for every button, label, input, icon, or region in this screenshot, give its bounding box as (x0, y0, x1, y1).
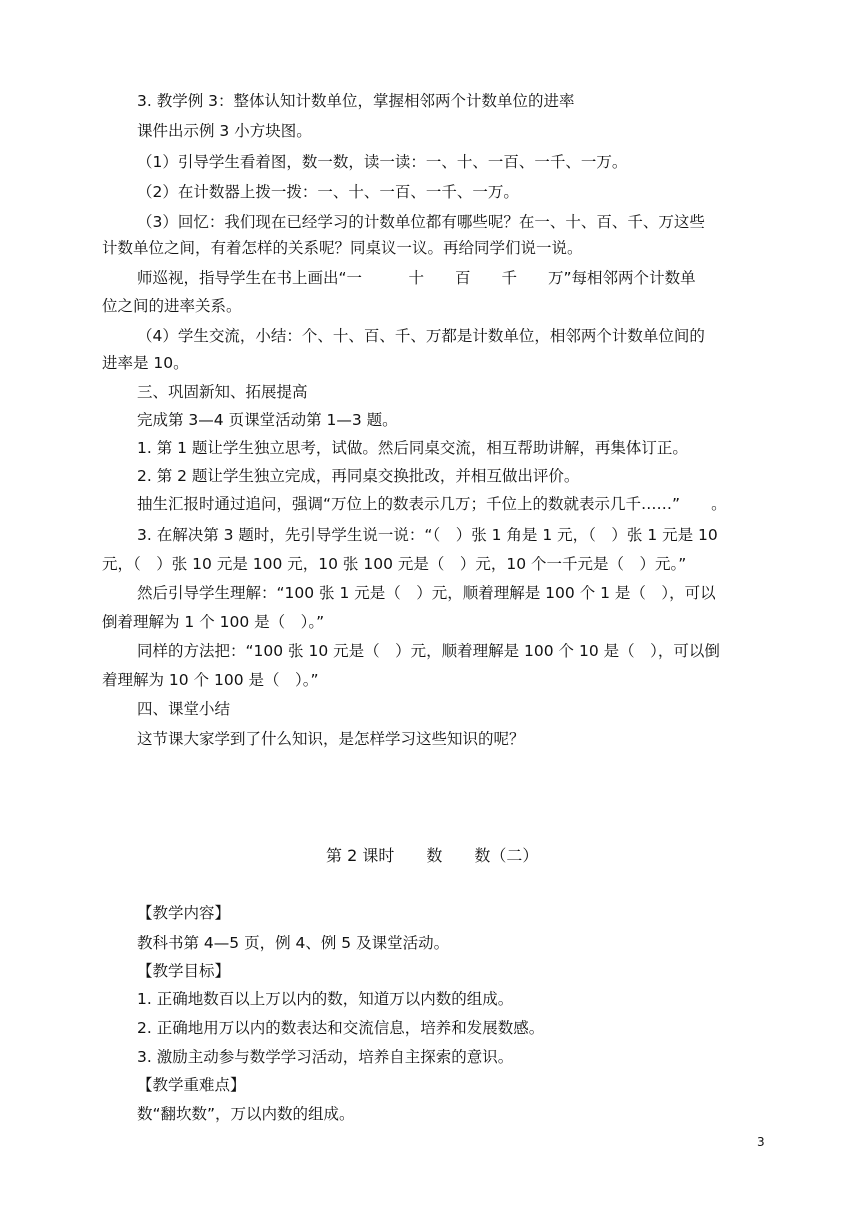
text-line: 同样的方法把：“100 张 10 元是（ ）元，顺着理解是 100 个 10 是（ ），可以倒 (137, 642, 720, 660)
text-line: 抽生汇报时通过追问，强调“万位上的数表示几万；千位上的数就表示几千……” 。 (137, 495, 727, 513)
text-line: 然后引导学生理解：“100 张 1 元是（ ）元，顺着理解是 100 个 1 是（ ），可以 (137, 584, 716, 602)
subheading: 【教学目标】 (137, 962, 231, 980)
text-line: 3. 在解决第 3 题时，先引导学生说一说：“（ ）张 1 角是 1 元，（ ）张 1 元是 10 (137, 526, 718, 544)
text-line: 教科书第 4—5 页，例 4、例 5 及课堂活动。 (137, 934, 450, 952)
text-line: （3）回忆：我们现在已经学习的计数单位都有哪些呢？在一、十、百、千、万这些 (137, 213, 705, 231)
text-line: 数“翻坎数”，万以内数的组成。 (137, 1105, 355, 1123)
text-line: 位之间的进率关系。 (102, 297, 242, 315)
text-line: 2. 正确地用万以内的数表达和交流信息，培养和发展数感。 (137, 1019, 545, 1037)
text-line: 3. 激励主动参与数学学习活动，培养自主探索的意识。 (137, 1048, 514, 1066)
text-line: 这节课大家学到了什么知识，是怎样学习这些知识的呢？ (137, 730, 525, 748)
text-line: 元，（ ）张 10 元是 100 元，10 张 100 元是（ ）元，10 个一千元是（ ）元。” (102, 555, 687, 573)
text-line: 2. 第 2 题让学生独立完成，再同桌交换批改，并相互做出评价。 (137, 467, 580, 485)
subheading: 【教学重难点】 (137, 1076, 246, 1094)
text-line: 着理解为 10 个 100 是（ ）。” (102, 671, 319, 689)
text-line: （4）学生交流，小结：个、十、百、千、万都是计数单位，相邻两个计数单位间的 (137, 327, 705, 345)
section-heading: 三、巩固新知、拓展提高 (137, 383, 308, 401)
text-line: 1. 正确地数百以上万以内的数，知道万以内数的组成。 (137, 990, 514, 1008)
subheading: 【教学内容】 (137, 904, 231, 922)
text-line: （2）在计数器上拨一拨：一、十、一百、一千、一万。 (137, 183, 519, 201)
text-line: （1）引导学生看着图，数一数，读一读：一、十、一百、一千、一万。 (137, 153, 628, 171)
text-line: 计数单位之间，有着怎样的关系呢？同桌议一议。再给同学们说一说。 (102, 239, 583, 257)
text-line: 进率是 10。 (102, 354, 189, 372)
text-line: 师巡视，指导学生在书上画出“一 十 百 千 万”每相邻两个计数单 (137, 269, 696, 287)
section-heading: 四、课堂小结 (137, 700, 231, 718)
text-line: 3. 教学例 3：整体认知计数单位，掌握相邻两个计数单位的进率 (137, 92, 575, 110)
text-line: 倒着理解为 1 个 100 是（ ）。” (102, 613, 325, 631)
page-number: 3 (757, 1135, 765, 1149)
text-line: 课件出示例 3 小方块图。 (137, 122, 312, 140)
lesson-title: 第 2 课时 数 数（二） (326, 846, 539, 865)
text-line: 1. 第 1 题让学生独立思考，试做。然后同桌交流，相互帮助讲解，再集体订正。 (137, 439, 688, 457)
text-line: 完成第 3—4 页课堂活动第 1—3 题。 (137, 411, 398, 429)
